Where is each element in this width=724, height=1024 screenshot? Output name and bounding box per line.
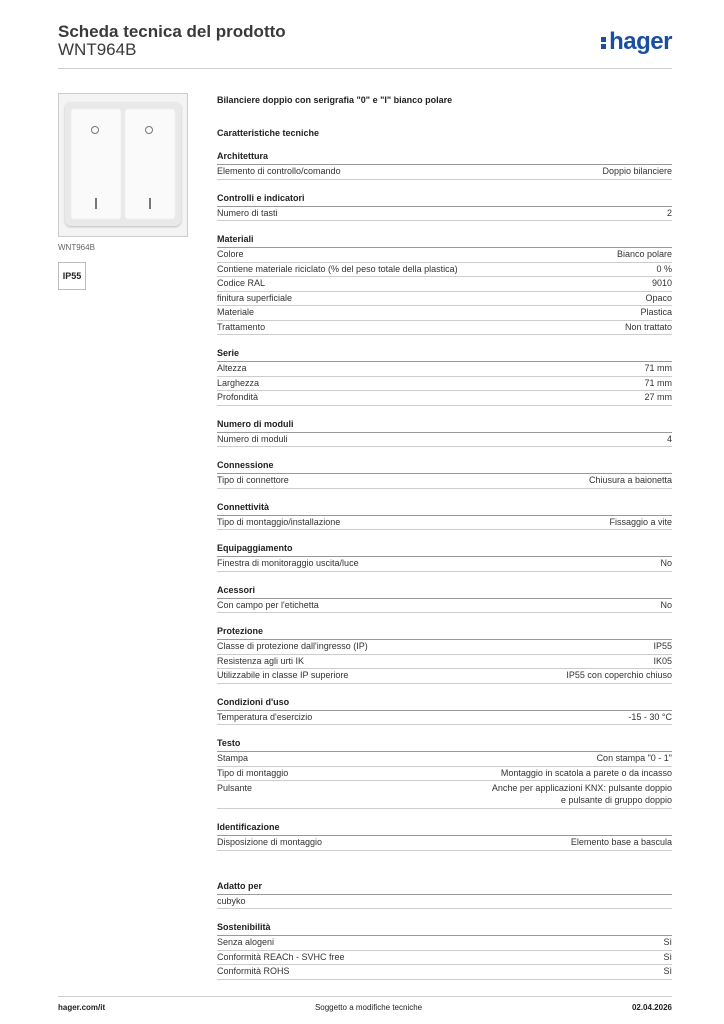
spec-value-line: Anche per applicazioni KNX: pulsante doppio <box>491 783 672 793</box>
section-table <box>217 247 672 335</box>
spec-row <box>217 321 672 336</box>
spec-key: Materiale <box>217 307 255 317</box>
ip-badge: IP55 <box>58 262 86 290</box>
spec-key: Contiene materiale riciclato (% del peso totale della plastica) <box>217 263 458 274</box>
page-header <box>58 20 672 69</box>
spec-row <box>217 433 672 448</box>
spec-sections <box>217 151 672 980</box>
section-title: Sostenibilità <box>217 922 271 932</box>
logo-text: hager <box>609 28 672 55</box>
spec-row <box>217 377 672 392</box>
spec-row <box>217 836 672 851</box>
spec-row <box>217 711 672 726</box>
spec-value: 2 <box>666 207 672 218</box>
spec-key: Elemento di controllo/comando <box>217 166 341 176</box>
footer-date: 02.04.2026 <box>631 1003 672 1012</box>
section-title: Controlli e indicatori <box>217 192 305 203</box>
spec-value: Con stampa "0 - 1" <box>596 753 672 763</box>
spec-key: Codice RAL <box>217 278 266 288</box>
spec-value: Non trattato <box>624 321 672 332</box>
section-title: Protezione <box>217 626 264 636</box>
switch-plate-icon <box>65 102 181 226</box>
section-table <box>217 164 672 180</box>
logo-dots-icon <box>601 35 607 51</box>
section-title: Identificazione <box>217 822 280 832</box>
spec-key: Tipo di montaggio/installazione <box>217 516 341 527</box>
spec-row <box>217 640 672 655</box>
section-title: Materiali <box>217 234 254 244</box>
spec-row <box>217 655 672 670</box>
spec-key: cubyko <box>217 895 246 906</box>
characteristics-heading: Caratteristiche tecniche <box>217 128 320 138</box>
spec-key: Finestra di monitoraggio uscita/luce <box>217 558 359 568</box>
spec-row <box>217 516 672 531</box>
section-table <box>217 515 672 531</box>
spec-value: No <box>660 599 672 610</box>
spec-key: Tipo di montaggio <box>217 767 289 778</box>
spec-row <box>217 391 672 406</box>
section-table <box>217 751 672 809</box>
section-title: Equipaggiamento <box>217 543 293 553</box>
section-table <box>217 894 672 910</box>
spec-key: Numero di tasti <box>217 207 278 218</box>
section-title: Connessione <box>217 460 274 470</box>
spec-row <box>217 306 672 321</box>
section-title: Adatto per <box>217 880 262 891</box>
spec-value: Sì <box>663 966 672 976</box>
section-title: Numero di moduli <box>217 418 294 429</box>
spec-key: finitura superficiale <box>217 292 293 303</box>
product-image <box>58 93 188 237</box>
product-sidebar <box>58 93 188 290</box>
spec-value: 4 <box>666 433 672 444</box>
section-title: Connettività <box>217 501 270 512</box>
page-title: Scheda tecnica del prodotto <box>58 22 286 41</box>
section-table <box>217 639 672 684</box>
section-table <box>217 835 672 851</box>
spec-row <box>217 965 672 980</box>
spec-key: Pulsante <box>217 783 253 793</box>
spec-row <box>217 248 672 263</box>
spec-value: 71 mm <box>644 363 672 373</box>
spec-value: IP55 <box>653 641 672 651</box>
section-title: Testo <box>217 738 241 748</box>
spec-row <box>217 557 672 572</box>
spec-value: Bianco polare <box>616 249 672 259</box>
spec-key: Disposizione di montaggio <box>217 837 323 847</box>
section-table <box>217 432 672 448</box>
spec-row <box>217 669 672 684</box>
spec-row <box>217 895 672 910</box>
spec-value: Montaggio in scatola a parete o da incasso <box>500 767 672 778</box>
section-table <box>217 710 672 726</box>
spec-value: Sì <box>663 937 672 947</box>
product-code-title: WNT964B <box>58 40 137 59</box>
spec-row <box>217 767 672 782</box>
rocker-right <box>124 108 176 220</box>
product-description: Bilanciere doppio con serigrafia "0" e "I" bianco polare <box>217 95 453 105</box>
spec-key: Profondità <box>217 392 259 402</box>
spec-row <box>217 362 672 377</box>
spec-value: Opaco <box>645 292 672 303</box>
spec-value: -15 - 30 °C <box>628 711 672 722</box>
spec-value <box>492 782 672 806</box>
footer-website: hager.com/it <box>58 1003 106 1012</box>
spec-value: 9010 <box>651 278 672 288</box>
section-table <box>217 935 672 980</box>
spec-value: 27 mm <box>644 392 672 402</box>
hager-logo <box>601 28 672 56</box>
spec-row <box>217 781 672 809</box>
section-title: Serie <box>217 348 240 358</box>
rocker-left <box>70 108 122 220</box>
spec-value: 71 mm <box>644 377 672 388</box>
section-table <box>217 598 672 614</box>
spec-value: Plastica <box>640 307 672 317</box>
spec-key: Con campo per l'etichetta <box>217 599 319 610</box>
spec-value-line: e pulsante di gruppo doppio <box>560 795 672 805</box>
spec-key: Altezza <box>217 363 247 373</box>
spec-row <box>217 165 672 180</box>
spec-key: Colore <box>217 249 244 259</box>
image-caption: WNT964B <box>58 243 95 252</box>
spec-row <box>217 207 672 222</box>
spec-key: Tipo di connettore <box>217 475 289 485</box>
spec-value: Doppio bilanciere <box>602 166 672 176</box>
spec-key: Classe di protezione dall'ingresso (IP) <box>217 641 368 651</box>
spec-key: Conformità REACh - SVHC free <box>217 951 345 962</box>
spec-value: IK05 <box>653 655 672 666</box>
spec-row <box>217 752 672 767</box>
spec-row <box>217 474 672 489</box>
spec-row <box>217 599 672 614</box>
spec-value: 0 % <box>656 263 672 274</box>
spec-row <box>217 292 672 307</box>
section-table <box>217 556 672 572</box>
spec-value: Chiusura a baionetta <box>588 475 672 485</box>
spec-key: Stampa <box>217 753 249 763</box>
spec-key: Temperatura d'esercizio <box>217 711 313 722</box>
spec-key: Utilizzabile in classe IP superiore <box>217 670 349 680</box>
spec-value: Elemento base a bascula <box>570 837 672 847</box>
section-title: Condizioni d'uso <box>217 696 290 707</box>
spec-key: Numero di moduli <box>217 433 288 444</box>
spec-row <box>217 277 672 292</box>
page-footer <box>58 996 672 1012</box>
spec-value: Fissaggio a vite <box>609 516 672 527</box>
spec-key: Senza alogeni <box>217 937 275 947</box>
spec-key: Larghezza <box>217 377 260 388</box>
spec-value: IP55 con coperchio chiuso <box>566 670 672 680</box>
section-table <box>217 206 672 222</box>
section-table <box>217 473 672 489</box>
spec-content <box>217 95 672 980</box>
spec-row <box>217 936 672 951</box>
section-title: Architettura <box>217 151 269 161</box>
section-title: Acessori <box>217 584 256 595</box>
spec-key: Resistenza agli urti IK <box>217 655 305 666</box>
spec-value: No <box>660 558 672 568</box>
spec-key: Trattamento <box>217 321 266 332</box>
spec-row <box>217 951 672 966</box>
footer-note: Soggetto a modifiche tecniche <box>314 1003 423 1012</box>
spec-value: Sì <box>663 951 672 962</box>
spec-row <box>217 263 672 278</box>
spec-key: Conformità ROHS <box>217 966 290 976</box>
section-table <box>217 361 672 406</box>
